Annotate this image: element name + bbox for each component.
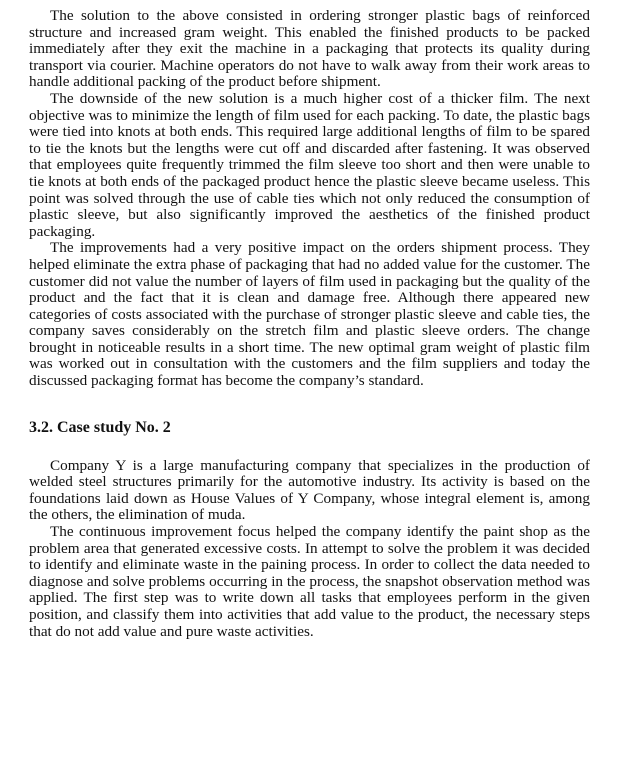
previous-section-text [29, 0, 590, 390]
paragraph: The downside of the new solution is a much higher cost of a thicker film. The next objective was to minimize the length of film used for each packing. To date, the plastic bags were tied into knots at both ends. This required large additional lengths of film to be spared to tie the knots but the lengths were cut off and discarded after fastening. It was observed that employees quite frequently trimmed the film sleeve too short and then were unable to tie knots at both ends of the packaged product hence the plastic sleeve became useless. This point was solved through the use of cable ties which not only reduced the consumption of plastic sleeve, but also significantly improved the aesthetics of the finished product packaging. [29, 89, 590, 240]
paragraph: Company Y is a large manufacturing company that specializes in the production of welded steel structures primarily for the automotive industry. Its activity is based on the foundations laid down as House Values of Y Company, whose integral element is, among the others, the elimination of muda. [29, 456, 590, 524]
paragraph: The continuous improvement focus helped the company identify the paint shop as the problem area that generated excessive costs. In attempt to solve the problem it was decided to identify and eliminate waste in the paining process. In order to collect the data needed to diagnose and solve problems occurring in the process, the snapshot observation method was applied. The first step was to write down all tasks that employees perform in the given position, and classify them into activities that add value to the product, the necessary steps that do not add value and pure waste activities. [29, 523, 590, 640]
case-study-2-text [29, 458, 590, 641]
section-heading: 3.2. Case study No. 2 [29, 418, 171, 436]
paragraph: The solution to the above consisted in ordering stronger plastic bags of reinforced structure and increased gram weight. This enabled the finished products to be packed immediately after they exit the machine in a packaging that protects its quality during transport via courier. Machine operators do not have to walk away from their work areas to handle additional packing of the product before shipment. [29, 7, 590, 91]
page-body [29, 0, 590, 640]
paragraph: The improvements had a very positive impact on the orders shipment process. They helped eliminate the extra phase of packaging that had no added value for the customer. The customer did not value the number of layers of film used in packaging but the quality of the product and the fact that it is clean and damage free. Although there appeared new categories of costs associated with the purchase of stronger plastic sleeve and cable ties, the company saves considerably on the stretch film and plastic sleeve orders. The change brought in noticeable results in a short time. The new optimal gram weight of plastic film was worked out in consultation with the customers and the film suppliers and today the discussed packaging format has become the company’s standard. [29, 239, 590, 390]
